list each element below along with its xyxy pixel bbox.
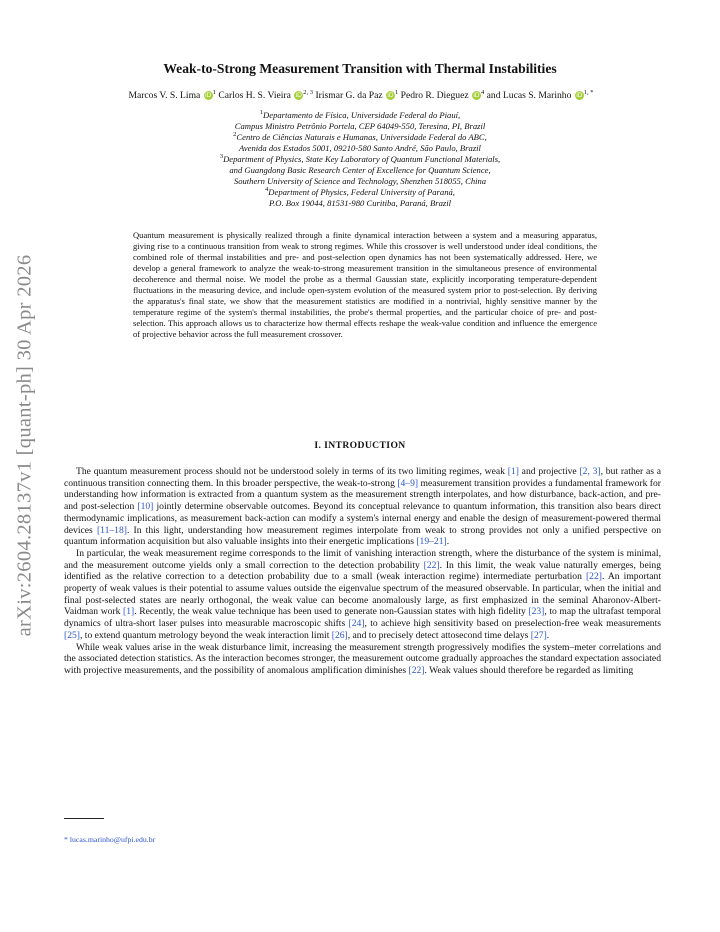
- affiliation-text: Department of Physics, Federal University of Paraná,: [268, 187, 455, 197]
- citation-link[interactable]: [23]: [528, 606, 545, 618]
- paragraph-text: . Weak values should therefore be regarded as limiting: [424, 664, 634, 676]
- citation-link[interactable]: [22]: [408, 664, 425, 676]
- citation-link[interactable]: [19–21]: [416, 536, 447, 548]
- citation-link[interactable]: [27]: [530, 629, 547, 641]
- paragraph-text: .: [546, 629, 550, 641]
- affiliation-marker: 2: [233, 131, 237, 139]
- orcid-icon[interactable]: iD: [205, 92, 212, 100]
- citation-link[interactable]: [4–9]: [397, 477, 419, 489]
- affiliation-marker: 4: [265, 186, 269, 194]
- paper-title: Weak-to-Strong Measurement Transition with Thermal Instabilities: [163, 61, 557, 76]
- orcid-icon[interactable]: iD: [473, 92, 480, 100]
- paragraph: [64, 642, 661, 677]
- paragraph: [64, 466, 661, 548]
- paragraph-text: , but rather as a continuous transition connecting them. In this broader perspective, the weak-to-strong: [64, 466, 662, 489]
- paragraph-text: , to extend quantum metrology beyond the weak interaction limit: [79, 629, 332, 641]
- footnote: [64, 835, 155, 844]
- author-list: [55, 90, 667, 101]
- affiliation-text: Campus Ministro Petrônio Portela, CEP 64049-550, Teresina, PI, Brazil: [234, 121, 486, 131]
- author-affiliation-marker: 1, *: [583, 88, 594, 96]
- paragraph-text: jointly determine observable outcomes. Beyond its conceptual relevance to quantum information, this transition also bears direct thermodynamic implications, as measurement back-action can modify a system's internal energy and enable the design of measurement-powered thermal devices: [64, 501, 662, 536]
- affiliation-text: Department of Physics, State Key Laboratory of Quantum Functional Materials,: [223, 154, 501, 164]
- paragraph-text: In particular, the weak measurement regime corresponds to the limit of vanishing interaction strength, where the disturbance of the system is minimal, and the measurement outcome yields only a small correction to the detection probability: [64, 547, 661, 571]
- affiliation-line: [60, 198, 660, 209]
- citation-link[interactable]: [1]: [123, 606, 135, 618]
- citation-link[interactable]: [25]: [64, 629, 80, 641]
- affiliation-line: [60, 187, 660, 198]
- paragraph-text: and projective: [518, 466, 580, 477]
- author-name: Irismar G. da Paz: [315, 90, 385, 101]
- affiliation-line: [60, 176, 660, 187]
- affiliation-text: Centro de Ciências Naturais e Humanas, Universidade Federal do ABC,: [236, 132, 487, 142]
- paragraph-text: . In this limit, the weak value naturally emerges, being identified as the relative correction to a detection probability due to a small (weak interaction regime) intermediate perturbation: [64, 559, 662, 583]
- affiliation-text: Departamento de Física, Universidade Federal do Piauí,: [263, 110, 461, 120]
- citation-link[interactable]: [22]: [423, 559, 440, 571]
- affiliation-line: [60, 154, 660, 165]
- author-affiliation-marker: 2, 3: [303, 88, 314, 96]
- author-name: Pedro R. Dieguez: [400, 90, 471, 101]
- footnote-divider: [64, 818, 104, 819]
- paragraph-text: . In this light, understanding how measurement regimes interpolate from weak to strong provides not only a unified perspective on quantum information acquisition but also valuable insights into their energetic implications: [64, 524, 662, 548]
- author-name: Lucas S. Marinho: [502, 90, 574, 101]
- paragraph: [64, 548, 661, 642]
- section-heading: I. INTRODUCTION: [314, 440, 406, 451]
- abstract: Quantum measurement is physically realized through a finite dynamical interaction between a system and a measuring apparatus, giving rise to a continuous transition from weak to strong regimes. While this crossover is well understood under ideal conditions, the combined role of thermal instabilities and pre- and post-selection open dynamics has not been systematically addressed. Here, we develop a general framework to analyze the weak-to-strong measurement transition in the simultaneous presence of environmental decoherence and thermal noise. We model the probe as a thermal Gaussian state, explicitly incorporating temperature-dependent fluctuations in the measuring device, and include open-system evolution of the measured system prior to post-selection. By deriving the apparatus's final state, we show that the measurement statistics are modified in a nontrivial, highly sensitive manner by the temperature regime of the system's thermal instabilities, the probe's thermal properties, and the particular choice of pre- and post-selection. This approach allows us to characterize how thermal effects reshape the weak-value condition and influence the emergence of projective behavior across the full measurement crossover.: [133, 230, 597, 340]
- footnote-marker: *: [64, 835, 68, 844]
- paragraph-text: , and to precisely detect attosecond time delays: [347, 629, 531, 641]
- paragraph-text: .: [446, 536, 450, 548]
- arxiv-identifier: arXiv:2604.28137v1 [quant-ph] 30 Apr 2026: [13, 254, 36, 637]
- orcid-icon[interactable]: iD: [387, 92, 394, 100]
- paragraph-text: While weak values arise in the weak disturbance limit, increasing the measurement strength progressively modifies the system–meter correlations and the associated detection statistics. As the interaction becomes stronger, the measurement outcome gradually approaches the standard expectation associated with projective measurements, and the possibility of anomalous amplification diminishes: [64, 641, 661, 676]
- author-conjunction: and: [484, 90, 503, 101]
- paragraph-text: . Recently, the weak value technique has been used to generate non-Gaussian states with high fidelity: [134, 606, 529, 618]
- citation-link[interactable]: [24]: [348, 618, 365, 630]
- affiliation-text: and Guangdong Basic Research Center of Excellence for Quantum Science,: [229, 165, 491, 175]
- affiliation-line: [60, 110, 660, 121]
- citation-link[interactable]: [10]: [137, 501, 154, 513]
- citation-link[interactable]: [1]: [507, 466, 519, 477]
- paragraph-text: . An important property of weak values is their potential to assume values outside the eigenvalue spectrum of the measured observable. In particular, when the initial and final post-selected states are nearly orthogonal, the weak value can become anomalously large, as first emphasized in the seminal Aharonov-Albert-Vaidman work: [64, 571, 661, 618]
- author-affiliation-marker: 1: [212, 88, 216, 96]
- author-name: Carlos H. S. Vieira: [218, 90, 294, 101]
- author-affiliation-marker: 1: [395, 88, 399, 96]
- introduction-body: [64, 466, 661, 677]
- paragraph-text: measurement transition provides a fundamental framework for understanding how information is extracted from a quantum system as the measurement strength interpolates, and how disturbance, back-action, and pre- and post-selection: [64, 477, 661, 513]
- affiliation-text: Southern University of Science and Technology, Shenzhen 518055, China: [233, 176, 487, 186]
- affiliation-line: [60, 143, 660, 154]
- affiliation-text: Avenida dos Estados 5001, 09210-580 Santo André, São Paulo, Brazil: [239, 143, 481, 153]
- affiliation-text: P.O. Box 19044, 81531-980 Curitiba, Paraná, Brazil: [269, 198, 451, 208]
- affiliation-marker: 1: [259, 109, 264, 117]
- affiliation-line: [60, 165, 660, 176]
- orcid-icon[interactable]: iD: [295, 92, 302, 100]
- orcid-icon[interactable]: iD: [576, 92, 583, 100]
- affiliation-line: [60, 121, 660, 132]
- paragraph-text: , to map the ultrafast temporal dynamics of ultra-short laser pulses into measurable macroscopic shifts: [64, 606, 661, 630]
- paragraph-text: , to achieve high sensitivity based on preselection-free weak measurements: [364, 618, 662, 630]
- author-name: Marcos V. S. Lima: [128, 90, 203, 101]
- paragraph-text: The quantum measurement process should not be understood solely in terms of its two limiting regimes, weak: [76, 466, 508, 477]
- citation-link[interactable]: [2, 3]: [579, 466, 601, 477]
- author-affiliation-marker: 4: [481, 88, 485, 96]
- affiliation-marker: 3: [219, 153, 224, 161]
- citation-link[interactable]: [26]: [331, 629, 348, 641]
- affiliation-line: [60, 132, 660, 143]
- citation-link[interactable]: [22]: [585, 571, 602, 583]
- footnote-email-link[interactable]: lucas.marinho@ufpi.edu.br: [69, 835, 156, 844]
- citation-link[interactable]: [11–18]: [96, 524, 127, 536]
